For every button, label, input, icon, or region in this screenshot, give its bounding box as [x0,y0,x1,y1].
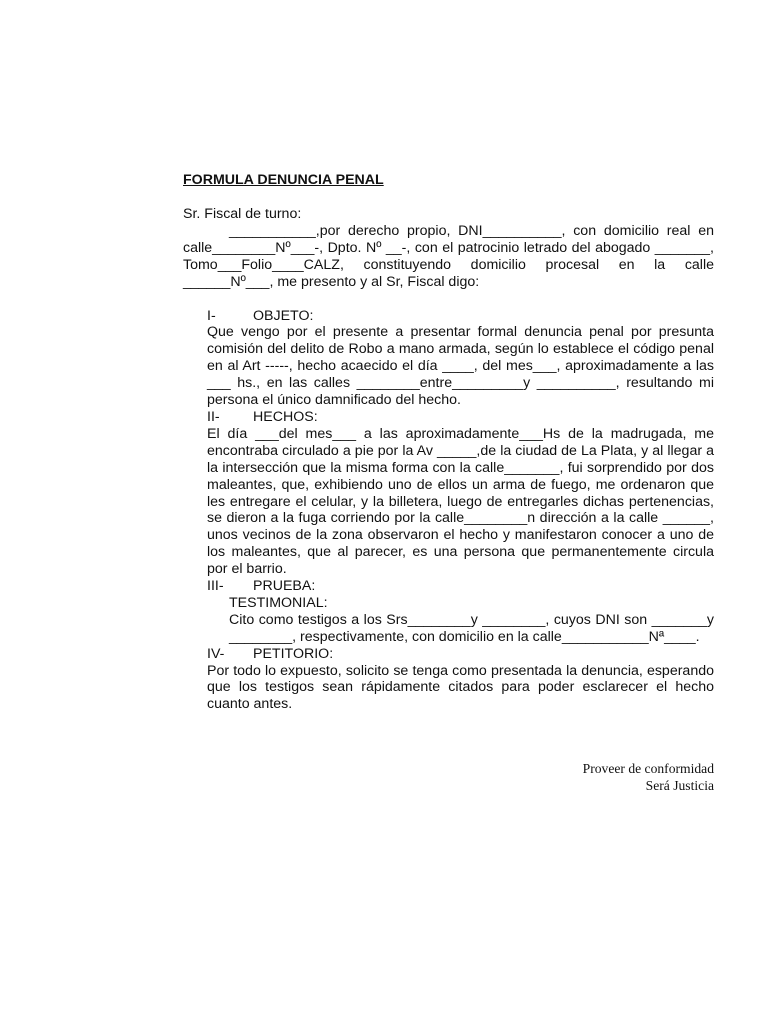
section-text: Por todo lo expuesto, solicito se tenga como presentada la denuncia, esperando que los testigos sean rápidamente citados para poder esclarecer el hecho cuanto antes. [207,662,714,713]
section-number: III- [207,578,224,595]
section-title: PETITORIO: [253,645,334,662]
section-number: II- [207,408,220,425]
section-hechos [207,409,714,578]
section-heading [207,308,714,325]
document-title: FORMULA DENUNCIA PENAL [183,172,384,188]
section-title: PRUEBA: [253,578,316,595]
closing-line: Proveer de conformidad [582,761,714,776]
salutation: Sr. Fiscal de turno: [183,206,302,222]
section-number: IV- [207,645,225,662]
section-number: I- [207,307,216,324]
section-objeto [207,308,714,409]
section-title: HECHOS: [253,408,318,425]
section-text: Cito como testigos a los Srs________y ________, cuyos DNI son _______y ________, respectivamente, con domicilio en la calle___________Nª____. [229,611,714,645]
section-prueba [207,578,714,646]
closing-block [583,760,714,794]
section-heading [207,409,714,426]
closing-line: Será Justicia [645,778,714,793]
section-subheading: TESTIMONIAL: [229,594,328,611]
section-heading [207,646,714,663]
section-title: OBJETO: [253,307,314,324]
document-body [183,172,714,713]
section-text: El día ___del mes___ a las aproximadamente___Hs de la madrugada, me encontraba circulado a pie por la Av _____,de la ciudad de La Plata, y al llegar a la intersección que la misma forma con la calle_______, fui sorprendido por dos maleantes, que, exhibiendo uno de ellos un arma de fuego, me ordenaron que les entregare el celular, y la billetera, luego de entregarles dichas pertenencias, se dieron a la fuga corriendo por la calle________n dirección a la calle ______, unos vecinos de la zona observaron el hecho y manifestaron conocer a uno de los maleantes, que al parecer, es una persona que permanentemente circula por el barrio. [207,425,714,578]
section-heading [207,578,714,595]
section-text: Que vengo por el presente a presentar formal denuncia penal por presunta comisión del delito de Robo a mano armada, según lo establece el código penal en al Art -----, hecho acaecido el día ____, del mes___, aproximadamente a las ___ hs., en las calles ________entre_________y __________, resultando mi persona el único damnificado del hecho. [207,324,714,409]
intro-paragraph: ___________,por derecho propio, DNI__________, con domicilio real en calle________Nº___-, Dpto. Nº __-, con el patrocinio letrado del abogado _______, Tomo___Folio____CALZ, constituyendo domicilio procesal en la calle ______Nº___, me presento y al Sr, Fiscal digo: [183,222,714,290]
section-petitorio [207,646,714,714]
